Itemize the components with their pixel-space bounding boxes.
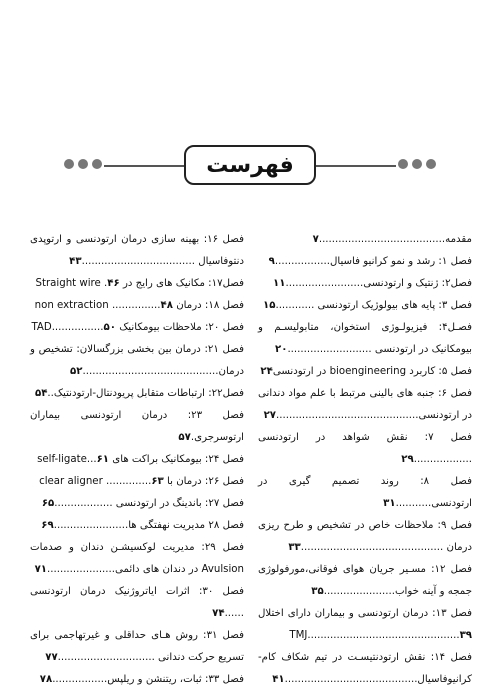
toc-entry-page: ۱۱ [273, 278, 286, 289]
toc-entry-page: ۲۷ [263, 410, 277, 421]
toc-entry-page: ۳۳ [288, 542, 301, 553]
toc-entry-title: فصل ۲۴: بیومکانیک براکت های self-ligate... [37, 454, 244, 465]
dot-icon [426, 159, 436, 169]
toc-entry-page: ۲۹ [401, 454, 414, 465]
dot-icon [398, 159, 408, 169]
toc-entry-title: فصل ۱۲: مسـیر جریان هوای فوقانی،مورفولوژی جمجه و آینه خواب...................... [258, 564, 472, 597]
dot-icon [92, 159, 102, 169]
toc-entry-title: فصـل۴: فیزیولـوژی استخوان، متابولیسـم و بیومکانیک در ارتودنسی .......................... [258, 322, 472, 355]
toc-entry[interactable] [30, 317, 244, 339]
toc-entry[interactable] [30, 515, 244, 537]
toc-entry[interactable] [258, 229, 472, 251]
toc-entry-title: فصل ۵: کاربرد bioengineering در ارتودنسی [272, 366, 472, 377]
banner-rule-right [316, 165, 396, 167]
toc-entry[interactable] [258, 317, 472, 361]
toc-entry[interactable] [30, 449, 244, 471]
toc-entry[interactable] [30, 339, 244, 383]
toc-entry-title: فصل ۲۳: درمان ارتودنسی بیماران ارتوسرجری. [30, 410, 244, 443]
toc-entry[interactable] [258, 515, 472, 559]
toc-entry[interactable] [258, 427, 472, 471]
toc-entry-title: فصل۲۲: ارتباطات متقابل پریودنتال-ارتودنتیک.. [47, 388, 244, 399]
toc-entry-title: فصل ۲۶: درمان با clear aligner .............. [39, 476, 244, 487]
toc-entry[interactable] [30, 229, 244, 273]
toc-column-left [30, 229, 244, 691]
toc-entry-page: ۹ [268, 256, 275, 267]
toc-entry-page: ۵۴ [34, 388, 48, 399]
toc-entry-title: فصل ۱: رشد و نمو کرانیو فاسیال................. [274, 256, 472, 267]
toc-entry-page: ۷۷ [45, 652, 58, 663]
toc-entry[interactable] [30, 471, 244, 493]
toc-entry-page: ۵۰ [103, 322, 116, 333]
toc-entry[interactable] [30, 669, 244, 691]
toc-entry[interactable] [30, 383, 244, 405]
toc-entry-title: فصل ۲۹: مدیریت لوکسیشـن دندان و صدمات Avulsion در دندان های دائمی..................... [30, 542, 244, 575]
toc-entry[interactable] [30, 581, 244, 625]
toc-entry-page: ۷۱ [34, 564, 47, 575]
toc-entry[interactable] [30, 537, 244, 581]
banner-rule-left [104, 165, 184, 167]
title-banner [64, 145, 436, 187]
toc-entry-title: فصل ۷: نقش شواهد در ارتودنسی .................. [258, 432, 472, 465]
toc-entry-page: ۱۵ [263, 300, 276, 311]
toc-entry[interactable] [258, 647, 472, 691]
toc-entry-page: ۳۵ [311, 586, 324, 597]
toc-entry[interactable] [30, 493, 244, 515]
toc-entry-title: فصل۱۷: مکانیک های رایج در Straight wire . [35, 278, 244, 289]
toc-entry-page: ۵۷ [178, 432, 191, 443]
dot-icon [64, 159, 74, 169]
toc-entry[interactable] [258, 251, 472, 273]
toc-entry-page: ۲۴ [260, 366, 273, 377]
title-box [184, 145, 316, 185]
toc-entry-title: فصل ۳: پایه های بیولوژیک ارتودنسی ............ [275, 300, 472, 311]
dot-icon [412, 159, 422, 169]
toc-entry[interactable] [30, 273, 244, 295]
toc-entry-title: فصل ۲۱: درمان بین بخشی بزرگسالان: تشخیص و درمان.......................................... [30, 344, 244, 377]
toc-entry-page: ۵۲ [70, 366, 83, 377]
page-title: فهرست [206, 152, 294, 178]
toc-entry-title: فصل ۲۷: باندینگ در ارتودنسی .................. [54, 498, 244, 509]
toc-entry-page: ۶۹ [41, 520, 54, 531]
toc-entry-page: ۷ [312, 234, 319, 245]
dot-icon [78, 159, 88, 169]
toc-entry[interactable] [30, 295, 244, 317]
toc-entry-title: فصل ۹: ملاحظات خاص در تشخیص و طرح ریزی درمان ............................................ [258, 520, 472, 553]
toc-entry-title: فصل ۱۶: بهینه سازی درمان ارتودنسی و ارتوپدی دنتوفاسیال ................................... [30, 234, 244, 267]
toc-entry-page: ۴۶ [107, 278, 120, 289]
toc-column-right [258, 229, 472, 691]
toc-entry[interactable] [30, 625, 244, 669]
toc-entry-page: ۴۸ [160, 300, 173, 311]
toc-entry-page: ۴۳ [69, 256, 82, 267]
banner-dots-right [398, 159, 436, 169]
toc-entry[interactable] [30, 405, 244, 449]
toc-entry[interactable] [258, 361, 472, 383]
toc-entry-page: ۶۳ [151, 476, 164, 487]
toc-entry-title: فصل ۲۰: ملاحظات بیومکانیک TAD................ [31, 322, 244, 333]
toc-entry-title: فصل ۶: جنبه های بالینی مرتبط با علم مواد دندانی در ارتودنسی............................................ [258, 388, 472, 421]
toc-entry[interactable] [258, 383, 472, 427]
toc-entry-page: ۲۰ [275, 344, 288, 355]
toc-entry-page: ۶۵ [41, 498, 55, 509]
toc-entry[interactable] [258, 559, 472, 603]
toc-entry[interactable] [258, 603, 472, 647]
toc-entry-title: فصل ۱۸: درمان non extraction ............... [34, 300, 244, 311]
toc-entry-title: فصل ۲۸ مدیریت نهفتگی ها....................... [53, 520, 244, 531]
toc-entry[interactable] [258, 273, 472, 295]
toc-entry-title: فصل ۸: روند تصمیم گیری در ارتودنسی........... [258, 476, 472, 509]
toc-entry-page: ۷۴ [212, 608, 225, 619]
toc-entry-page: ۳۹ [459, 630, 472, 641]
banner-dots-left [64, 159, 102, 169]
toc-entry-title: فصل ۳۳: ثبات، ریتنشن و ریلپس................. [52, 674, 244, 685]
toc-entry-page: ۷۸ [39, 674, 53, 685]
toc-entry-page: ۴۱ [272, 674, 285, 685]
toc-entry-title: فصل ۳۰: اثرات ایاتروژنیک درمان ارتودنسی ...... [30, 586, 244, 619]
toc-entry-title: مقدمه....................................... [318, 234, 472, 245]
toc-entry-title: فصل ۱۴: نقش ارتودنتیسـت در تیم شکاف کام-کرانیوفاسیال......................................... [258, 652, 472, 685]
toc-entry-title: فصل ۳۱: روش هـای حداقلی و غیرتهاجمی برای تسریع حرکت دندانی .............................. [30, 630, 244, 663]
toc-entry-page: ۶۱ [96, 454, 109, 465]
toc-entry[interactable] [258, 471, 472, 515]
toc-entry-title: فصل ۱۳: درمان ارتودنسی و بیماران دارای اختلال TMJ............................................... [258, 608, 472, 641]
toc-entry[interactable] [258, 295, 472, 317]
toc-entry-title: فصل۲: ژنتیک و ارتودنسی........................ [285, 278, 472, 289]
toc-entry-page: ۳۱ [383, 498, 396, 509]
